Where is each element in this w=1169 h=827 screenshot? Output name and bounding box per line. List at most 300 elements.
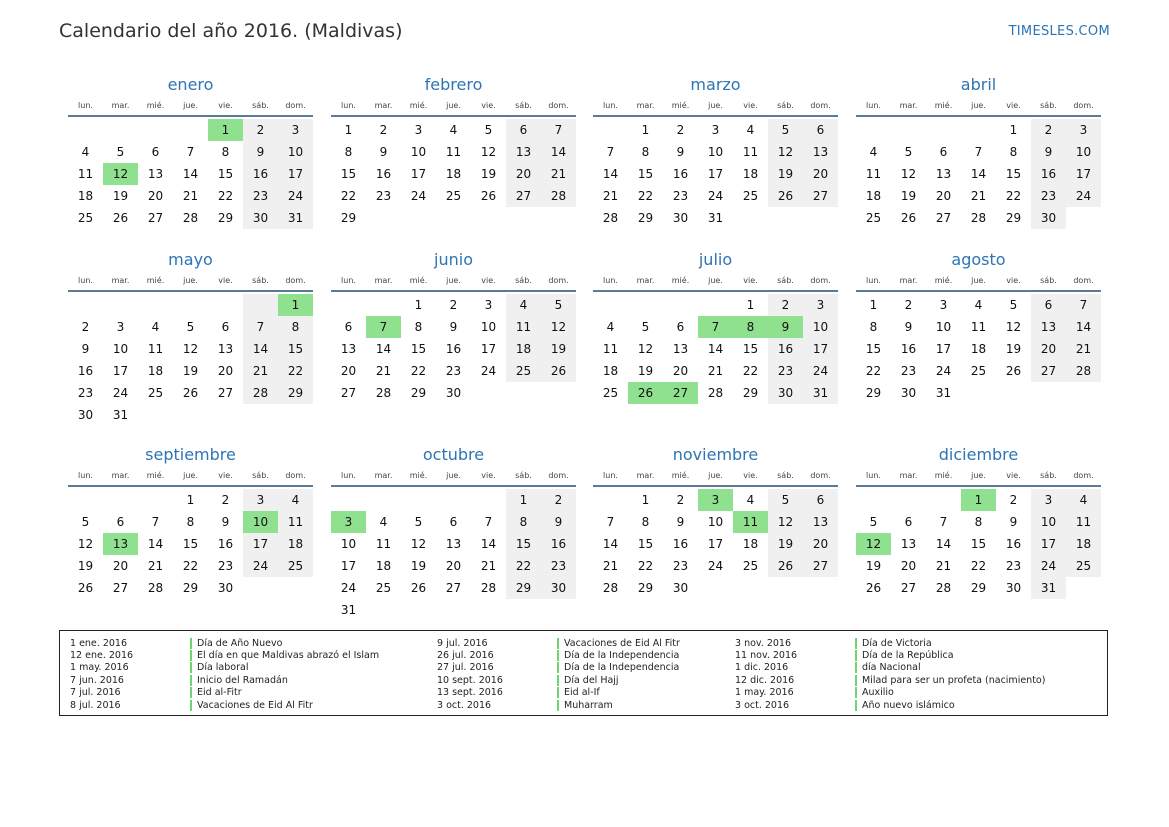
day-cell: 9	[768, 316, 803, 338]
day-cell: 23	[672, 559, 689, 573]
holiday-legend	[59, 630, 1108, 716]
legend-date: 1 may. 2016	[70, 662, 129, 674]
weekday-label: mar.	[111, 100, 130, 110]
weekday-label: jue.	[183, 470, 198, 480]
day-cell: 11	[445, 145, 462, 159]
day-cell: 27	[803, 185, 838, 207]
day-cell: 4	[449, 123, 458, 137]
legend-marker	[190, 687, 192, 698]
day-cell: 21	[602, 189, 619, 203]
legend-row	[735, 687, 1045, 699]
month-name: junio	[434, 250, 473, 269]
weekday-header	[331, 271, 576, 289]
day-cell: 12	[182, 342, 199, 356]
weekday-label: jue.	[971, 275, 986, 285]
month-name: agosto	[951, 250, 1006, 269]
day-cell: 5	[116, 145, 125, 159]
weekday-label: mar.	[111, 275, 130, 285]
empty-cell	[471, 207, 506, 229]
empty-cell	[366, 294, 401, 316]
day-cell: 26	[768, 185, 803, 207]
weekday-label: sáb.	[252, 470, 269, 480]
day-cell: 21	[541, 163, 576, 185]
empty-cell	[331, 294, 366, 316]
day-cell: 19	[900, 189, 917, 203]
legend-holiday-name: día Nacional	[862, 662, 921, 674]
day-cell: 9	[449, 320, 458, 334]
day-cell: 28	[602, 211, 619, 225]
weekday-label: vie.	[743, 470, 758, 480]
empty-cell	[103, 489, 138, 511]
day-grid	[856, 489, 1101, 599]
month-junio	[331, 249, 576, 404]
weekday-label: mié.	[671, 275, 690, 285]
month-name: abril	[960, 75, 997, 94]
day-cell: 26	[900, 211, 917, 225]
empty-cell	[733, 577, 768, 599]
empty-cell	[471, 599, 506, 621]
legend-holiday-name: Día del Hajj	[564, 674, 619, 686]
day-cell: 13	[506, 141, 541, 163]
weekday-label: mié.	[934, 100, 953, 110]
day-cell: 4	[746, 123, 755, 137]
legend-marker	[557, 662, 559, 673]
day-cell: 29	[1005, 211, 1022, 225]
day-cell: 24	[935, 364, 952, 378]
day-cell: 30	[541, 577, 576, 599]
day-cell: 12	[900, 167, 917, 181]
day-cell: 25	[742, 559, 759, 573]
day-cell: 10	[935, 320, 952, 334]
day-cell: 1	[208, 119, 243, 141]
empty-cell	[768, 577, 803, 599]
day-cell: 26	[182, 386, 199, 400]
day-cell: 24	[410, 189, 427, 203]
day-cell: 22	[340, 189, 357, 203]
day-cell: 27	[506, 185, 541, 207]
empty-cell	[961, 382, 996, 404]
day-cell: 16	[77, 364, 94, 378]
month-name: enero	[167, 75, 214, 94]
day-cell: 10	[803, 316, 838, 338]
legend-holiday-name: Vacaciones de Eid Al Fitr	[564, 637, 680, 649]
day-cell: 6	[116, 515, 125, 529]
day-cell: 19	[112, 189, 129, 203]
day-cell: 6	[803, 119, 838, 141]
day-cell: 13	[900, 537, 917, 551]
weekday-label: sáb.	[515, 470, 532, 480]
day-cell: 26	[480, 189, 497, 203]
day-cell: 27	[147, 211, 164, 225]
day-cell: 24	[243, 555, 278, 577]
day-cell: 2	[676, 493, 685, 507]
day-cell: 9	[243, 141, 278, 163]
day-cell: 17	[1031, 533, 1066, 555]
day-cell: 25	[865, 211, 882, 225]
day-cell: 19	[768, 163, 803, 185]
legend-holiday-name: Año nuevo islámico	[862, 699, 955, 711]
day-cell: 25	[602, 386, 619, 400]
weekday-label: jue.	[971, 470, 986, 480]
legend-date: 7 jun. 2016	[70, 674, 124, 686]
day-cell: 11	[278, 511, 313, 533]
legend-date: 8 jul. 2016	[70, 699, 121, 711]
day-cell: 1	[186, 493, 195, 507]
month-name: marzo	[690, 75, 741, 94]
legend-row	[437, 662, 680, 674]
day-cell: 7	[974, 145, 983, 159]
day-cell: 20	[217, 364, 234, 378]
day-cell: 20	[147, 189, 164, 203]
weekday-label: vie.	[1006, 275, 1021, 285]
day-cell: 31	[935, 386, 952, 400]
empty-cell	[1066, 577, 1101, 599]
day-cell: 15	[1005, 167, 1022, 181]
day-cell: 11	[147, 342, 164, 356]
weekday-label: mié.	[146, 100, 165, 110]
day-cell: 24	[1031, 555, 1066, 577]
legend-date: 12 dic. 2016	[735, 674, 795, 686]
weekday-label: mié.	[409, 275, 428, 285]
empty-cell	[856, 489, 891, 511]
empty-cell	[436, 207, 471, 229]
day-cell: 23	[217, 559, 234, 573]
day-cell: 30	[1031, 207, 1066, 229]
day-cell: 27	[900, 581, 917, 595]
day-cell: 17	[410, 167, 427, 181]
day-cell: 29	[182, 581, 199, 595]
day-cell: 13	[803, 141, 838, 163]
month-name: septiembre	[145, 445, 236, 464]
day-cell: 11	[506, 316, 541, 338]
legend-row	[70, 662, 379, 674]
weekday-header	[593, 96, 838, 114]
day-cell: 8	[186, 515, 195, 529]
day-cell: 8	[221, 145, 230, 159]
legend-marker	[855, 675, 857, 686]
day-cell: 24	[707, 189, 724, 203]
empty-cell	[243, 294, 278, 316]
day-grid	[331, 294, 576, 404]
day-cell: 30	[1005, 581, 1022, 595]
day-cell: 23	[672, 189, 689, 203]
empty-cell	[698, 577, 733, 599]
day-cell: 13	[217, 342, 234, 356]
month-name: diciembre	[938, 445, 1019, 464]
day-cell: 5	[904, 145, 913, 159]
day-cell: 6	[344, 320, 353, 334]
empty-cell	[138, 119, 173, 141]
legend-marker	[190, 650, 192, 661]
day-cell: 5	[768, 119, 803, 141]
legend-column	[70, 637, 379, 711]
day-cell: 17	[1066, 163, 1101, 185]
weekday-header	[593, 271, 838, 289]
day-cell: 18	[147, 364, 164, 378]
day-cell: 13	[103, 533, 138, 555]
day-cell: 3	[698, 489, 733, 511]
day-cell: 17	[707, 167, 724, 181]
day-cell: 2	[541, 489, 576, 511]
day-cell: 30	[445, 386, 462, 400]
legend-row	[735, 674, 1045, 686]
day-cell: 7	[698, 316, 733, 338]
day-cell: 23	[1005, 559, 1022, 573]
day-cell: 18	[742, 537, 759, 551]
empty-cell	[593, 489, 628, 511]
day-cell: 25	[445, 189, 462, 203]
weekday-label: jue.	[971, 100, 986, 110]
day-cell: 18	[742, 167, 759, 181]
legend-date: 3 oct. 2016	[735, 699, 790, 711]
legend-row	[735, 637, 1045, 649]
weekday-label: dom.	[285, 470, 306, 480]
day-cell: 14	[602, 167, 619, 181]
weekday-label: dom.	[810, 100, 831, 110]
empty-cell	[68, 119, 103, 141]
day-cell: 2	[243, 119, 278, 141]
day-grid	[593, 489, 838, 599]
empty-cell	[366, 489, 401, 511]
day-cell: 2	[1009, 493, 1018, 507]
day-cell: 26	[865, 581, 882, 595]
day-cell: 1	[278, 294, 313, 316]
day-cell: 9	[541, 511, 576, 533]
weekday-label: vie.	[481, 100, 496, 110]
header-rule	[593, 115, 838, 117]
weekday-label: dom.	[810, 275, 831, 285]
legend-row	[735, 649, 1045, 661]
day-cell: 20	[900, 559, 917, 573]
day-cell: 17	[243, 533, 278, 555]
day-cell: 20	[506, 163, 541, 185]
day-cell: 1	[961, 489, 996, 511]
header-rule	[593, 290, 838, 292]
weekday-label: dom.	[1073, 470, 1094, 480]
day-cell: 27	[445, 581, 462, 595]
day-cell: 4	[606, 320, 615, 334]
day-cell: 19	[1005, 342, 1022, 356]
day-cell: 20	[935, 189, 952, 203]
day-cell: 15	[278, 338, 313, 360]
day-cell: 23	[768, 360, 803, 382]
day-cell: 19	[768, 533, 803, 555]
day-cell: 15	[742, 342, 759, 356]
legend-date: 1 ene. 2016	[70, 637, 127, 649]
empty-cell	[173, 119, 208, 141]
legend-date: 12 ene. 2016	[70, 650, 134, 662]
weekday-label: mié.	[146, 275, 165, 285]
empty-cell	[401, 599, 436, 621]
weekday-label: dom.	[1073, 275, 1094, 285]
empty-cell	[138, 404, 173, 426]
day-cell: 15	[637, 537, 654, 551]
day-cell: 7	[606, 145, 615, 159]
day-cell: 21	[707, 364, 724, 378]
legend-marker	[557, 638, 559, 649]
day-cell: 6	[506, 119, 541, 141]
day-cell: 13	[803, 511, 838, 533]
day-cell: 15	[182, 537, 199, 551]
day-cell: 19	[77, 559, 94, 573]
day-cell: 11	[733, 511, 768, 533]
day-cell: 25	[970, 364, 987, 378]
day-cell: 16	[375, 167, 392, 181]
day-cell: 19	[541, 338, 576, 360]
day-cell: 15	[340, 167, 357, 181]
day-cell: 29	[340, 211, 357, 225]
legend-date: 13 sept. 2016	[437, 687, 503, 699]
day-cell: 30	[672, 211, 689, 225]
legend-column	[437, 637, 680, 711]
weekday-label: mar.	[899, 100, 918, 110]
day-cell: 16	[768, 338, 803, 360]
day-cell: 25	[278, 555, 313, 577]
empty-cell	[243, 577, 278, 599]
day-cell: 9	[676, 515, 685, 529]
day-cell: 15	[506, 533, 541, 555]
day-cell: 14	[243, 338, 278, 360]
day-cell: 4	[379, 515, 388, 529]
day-cell: 3	[1066, 119, 1101, 141]
day-cell: 18	[970, 342, 987, 356]
day-cell: 2	[81, 320, 90, 334]
day-cell: 29	[506, 577, 541, 599]
day-cell: 3	[803, 294, 838, 316]
legend-date: 10 sept. 2016	[437, 674, 503, 686]
legend-row	[735, 699, 1045, 711]
legend-row	[437, 687, 680, 699]
day-cell: 12	[768, 511, 803, 533]
day-cell: 6	[676, 320, 685, 334]
day-cell: 13	[340, 342, 357, 356]
day-cell: 1	[506, 489, 541, 511]
legend-marker	[190, 700, 192, 711]
weekday-label: mié.	[934, 470, 953, 480]
day-cell: 7	[541, 119, 576, 141]
legend-date: 11 nov. 2016	[735, 650, 798, 662]
empty-cell	[173, 294, 208, 316]
legend-date: 3 oct. 2016	[437, 699, 492, 711]
day-cell: 17	[340, 559, 357, 573]
day-cell: 30	[672, 581, 689, 595]
day-cell: 14	[375, 342, 392, 356]
legend-holiday-name: El día en que Maldivas abrazó el Islam	[197, 650, 380, 662]
empty-cell	[173, 404, 208, 426]
empty-cell	[926, 489, 961, 511]
day-cell: 21	[147, 559, 164, 573]
empty-cell	[1031, 382, 1066, 404]
day-cell: 12	[856, 533, 891, 555]
weekday-label: jue.	[446, 100, 461, 110]
day-cell: 26	[541, 360, 576, 382]
day-cell: 3	[243, 489, 278, 511]
day-cell: 4	[151, 320, 160, 334]
legend-marker	[557, 687, 559, 698]
day-cell: 30	[243, 207, 278, 229]
day-cell: 18	[445, 167, 462, 181]
empty-cell	[891, 489, 926, 511]
legend-row	[70, 699, 379, 711]
day-cell: 26	[410, 581, 427, 595]
day-cell: 6	[449, 515, 458, 529]
day-cell: 12	[103, 163, 138, 185]
day-cell: 22	[410, 364, 427, 378]
day-cell: 16	[900, 342, 917, 356]
weekday-label: lun.	[603, 100, 618, 110]
day-cell: 5	[641, 320, 650, 334]
day-cell: 10	[707, 145, 724, 159]
day-grid	[593, 294, 838, 404]
legend-holiday-name: Día laboral	[197, 662, 249, 674]
day-cell: 4	[278, 489, 313, 511]
weekday-label: dom.	[548, 470, 569, 480]
day-cell: 29	[970, 581, 987, 595]
day-grid	[856, 119, 1101, 229]
day-cell: 24	[480, 364, 497, 378]
day-cell: 25	[77, 211, 94, 225]
header-rule	[68, 115, 313, 117]
day-cell: 28	[1066, 360, 1101, 382]
weekday-label: lun.	[866, 275, 881, 285]
day-cell: 4	[506, 294, 541, 316]
empty-cell	[768, 207, 803, 229]
empty-cell	[733, 207, 768, 229]
day-cell: 14	[707, 342, 724, 356]
day-cell: 22	[506, 555, 541, 577]
day-cell: 30	[77, 408, 94, 422]
month-septiembre	[68, 444, 313, 599]
day-cell: 22	[637, 559, 654, 573]
header-rule	[856, 115, 1101, 117]
legend-date: 9 jul. 2016	[437, 637, 488, 649]
legend-holiday-name: Vacaciones de Eid Al Fitr	[197, 699, 313, 711]
day-cell: 21	[970, 189, 987, 203]
day-cell: 31	[340, 603, 357, 617]
weekday-label: lun.	[78, 100, 93, 110]
day-cell: 7	[1066, 294, 1101, 316]
legend-column	[735, 637, 1045, 711]
day-cell: 27	[340, 386, 357, 400]
day-cell: 14	[970, 167, 987, 181]
day-cell: 13	[147, 167, 164, 181]
day-cell: 29	[217, 211, 234, 225]
weekday-label: vie.	[1006, 100, 1021, 110]
day-cell: 8	[414, 320, 423, 334]
day-cell: 24	[340, 581, 357, 595]
month-name: octubre	[422, 445, 485, 464]
site-link[interactable]: TIMESLES.COM	[1008, 24, 1110, 39]
weekday-label: mié.	[671, 100, 690, 110]
day-cell: 31	[278, 207, 313, 229]
empty-cell	[103, 294, 138, 316]
day-cell: 4	[1066, 489, 1101, 511]
day-cell: 27	[1031, 360, 1066, 382]
day-cell: 26	[628, 382, 663, 404]
day-cell: 2	[221, 493, 230, 507]
weekday-label: mié.	[146, 470, 165, 480]
weekday-label: mar.	[374, 275, 393, 285]
day-cell: 11	[865, 167, 882, 181]
legend-marker	[855, 700, 857, 711]
day-cell: 3	[484, 298, 493, 312]
day-cell: 29	[742, 386, 759, 400]
empty-cell	[278, 404, 313, 426]
legend-row	[735, 662, 1045, 674]
weekday-label: jue.	[446, 275, 461, 285]
day-cell: 11	[970, 320, 987, 334]
weekday-header	[331, 466, 576, 484]
